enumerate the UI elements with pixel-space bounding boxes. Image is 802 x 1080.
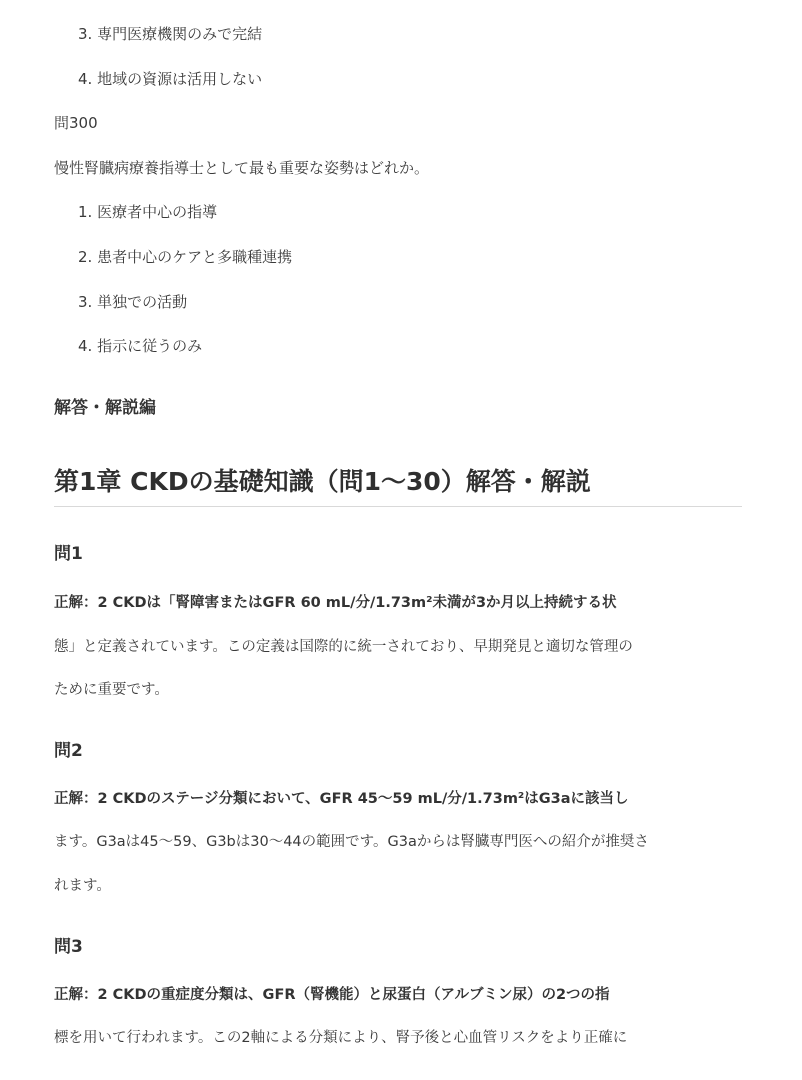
option-item: 3. 専門医療機関のみで完結 bbox=[78, 25, 263, 43]
option-item: 2. 患者中心のケアと多職種連携 bbox=[78, 248, 293, 266]
question-text: 慢性腎臓病療養指導士として最も重要な姿勢はどれか。 bbox=[54, 159, 430, 177]
option-item: 4. 地域の資源は活用しない bbox=[78, 70, 263, 88]
answer-line: 正解：2 CKDは「腎障害またはGFR 60 mL/分/1.73m²未満が3か月以上持続する状 bbox=[54, 595, 617, 611]
explanation-line: 標を用いて行われます。この2軸による分類により、腎予後と心血管リスクをより正確に bbox=[54, 1030, 628, 1046]
divider bbox=[54, 506, 742, 507]
explanation-line: れます。 bbox=[54, 878, 111, 894]
explanation-line: 態」と定義されています。この定義は国際的に統一されており、早期発見と適切な管理の bbox=[54, 639, 633, 655]
option-item: 1. 医療者中心の指導 bbox=[78, 203, 218, 221]
chapter-title: 第1章 CKDの基礎知識（問1〜30）解答・解説 bbox=[54, 467, 591, 496]
option-item: 3. 単独での活動 bbox=[78, 293, 188, 311]
answer-line: 正解：2 CKDのステージ分類において、GFR 45〜59 mL/分/1.73m²はG3aに該当し bbox=[54, 791, 629, 807]
explanation-line: ます。G3aは45〜59、G3bは30〜44の範囲です。G3aからは腎臓専門医への紹介が推奨さ bbox=[54, 834, 649, 850]
option-item: 4. 指示に従うのみ bbox=[78, 337, 203, 355]
answer-line: 正解：2 CKDの重症度分類は、GFR（腎機能）と尿蛋白（アルブミン尿）の2つの指 bbox=[54, 987, 610, 1003]
explanation-line: ために重要です。 bbox=[54, 682, 169, 698]
answer-question-number: 問2 bbox=[54, 741, 83, 761]
answer-question-number: 問1 bbox=[54, 544, 83, 564]
section-label: 解答・解説編 bbox=[54, 398, 156, 418]
question-number: 問300 bbox=[54, 114, 98, 132]
answer-question-number: 問3 bbox=[54, 937, 83, 957]
